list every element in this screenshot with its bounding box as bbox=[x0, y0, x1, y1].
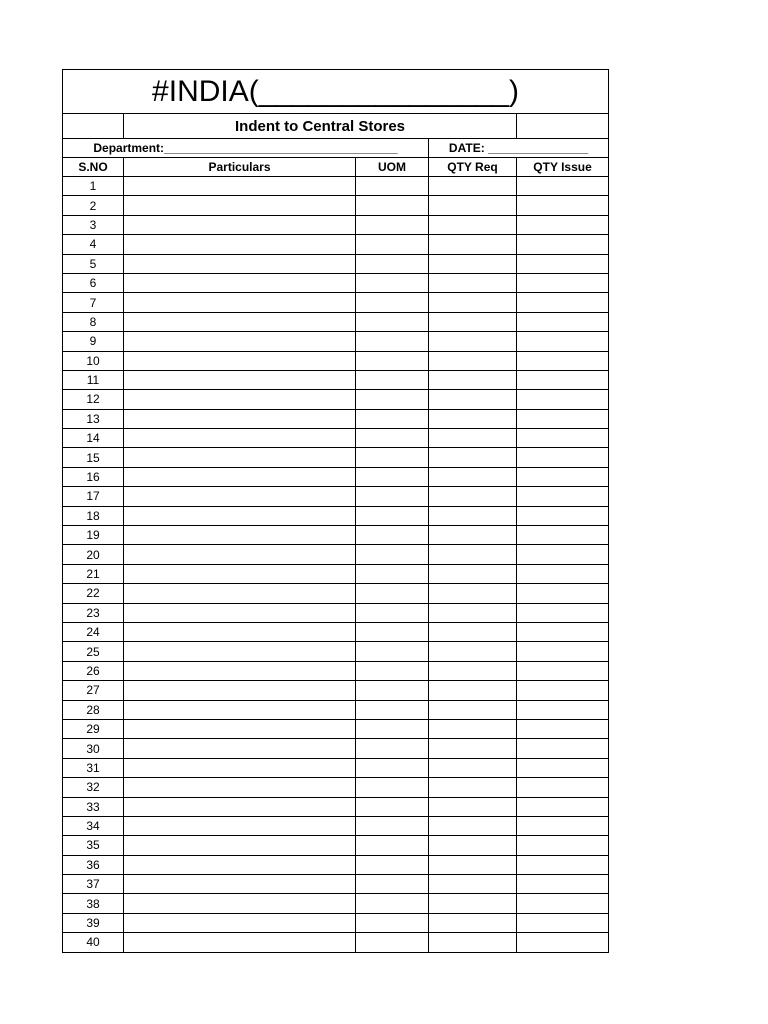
row-particulars-cell[interactable] bbox=[124, 409, 356, 428]
row-sno-cell: 30 bbox=[63, 739, 124, 758]
row-uom-cell[interactable] bbox=[356, 545, 429, 564]
table-row bbox=[63, 584, 609, 603]
row-sno-cell: 29 bbox=[63, 719, 124, 738]
table-row bbox=[63, 564, 609, 583]
table-row bbox=[63, 836, 609, 855]
row-uom-cell[interactable] bbox=[356, 506, 429, 525]
row-uom-cell[interactable] bbox=[356, 622, 429, 641]
row-qty-req-cell[interactable] bbox=[429, 254, 517, 273]
row-particulars-cell[interactable] bbox=[124, 273, 356, 292]
row-qty-issue-cell[interactable] bbox=[517, 487, 609, 506]
subtitle-right-cell bbox=[517, 114, 609, 139]
row-qty-issue-cell[interactable] bbox=[517, 390, 609, 409]
table-row bbox=[63, 312, 609, 331]
row-sno-cell: 13 bbox=[63, 409, 124, 428]
row-uom-cell[interactable] bbox=[356, 448, 429, 467]
row-qty-issue-cell[interactable] bbox=[517, 700, 609, 719]
row-uom-cell[interactable] bbox=[356, 293, 429, 312]
row-particulars-cell[interactable] bbox=[124, 526, 356, 545]
table-row bbox=[63, 603, 609, 622]
row-qty-issue-cell[interactable] bbox=[517, 855, 609, 874]
row-particulars-cell[interactable] bbox=[124, 913, 356, 932]
title-row bbox=[63, 70, 609, 114]
row-qty-issue-cell[interactable] bbox=[517, 681, 609, 700]
row-particulars-cell[interactable] bbox=[124, 487, 356, 506]
table-row bbox=[63, 622, 609, 641]
row-uom-cell[interactable] bbox=[356, 235, 429, 254]
row-qty-req-cell[interactable] bbox=[429, 836, 517, 855]
row-qty-req-cell[interactable] bbox=[429, 661, 517, 680]
row-qty-issue-cell[interactable] bbox=[517, 293, 609, 312]
row-qty-issue-cell[interactable] bbox=[517, 312, 609, 331]
row-qty-issue-cell[interactable] bbox=[517, 719, 609, 738]
row-particulars-cell[interactable] bbox=[124, 933, 356, 952]
row-qty-issue-cell[interactable] bbox=[517, 448, 609, 467]
row-uom-cell[interactable] bbox=[356, 564, 429, 583]
row-particulars-cell[interactable] bbox=[124, 390, 356, 409]
row-particulars-cell[interactable] bbox=[124, 177, 356, 196]
table-row bbox=[63, 370, 609, 389]
row-uom-cell[interactable] bbox=[356, 913, 429, 932]
row-qty-req-cell[interactable] bbox=[429, 700, 517, 719]
row-qty-req-cell[interactable] bbox=[429, 797, 517, 816]
table-row bbox=[63, 778, 609, 797]
row-uom-cell[interactable] bbox=[356, 312, 429, 331]
table-row bbox=[63, 661, 609, 680]
table-row bbox=[63, 816, 609, 835]
row-particulars-cell[interactable] bbox=[124, 816, 356, 835]
row-uom-cell[interactable] bbox=[356, 526, 429, 545]
row-uom-cell[interactable] bbox=[356, 487, 429, 506]
row-particulars-cell[interactable] bbox=[124, 642, 356, 661]
row-uom-cell[interactable] bbox=[356, 836, 429, 855]
table-row bbox=[63, 681, 609, 700]
row-uom-cell[interactable] bbox=[356, 875, 429, 894]
row-particulars-cell[interactable] bbox=[124, 312, 356, 331]
table-row bbox=[63, 448, 609, 467]
row-qty-issue-cell[interactable] bbox=[517, 254, 609, 273]
row-qty-issue-cell[interactable] bbox=[517, 816, 609, 835]
row-qty-issue-cell[interactable] bbox=[517, 739, 609, 758]
row-qty-req-cell[interactable] bbox=[429, 584, 517, 603]
row-particulars-cell[interactable] bbox=[124, 603, 356, 622]
row-particulars-cell[interactable] bbox=[124, 681, 356, 700]
row-particulars-cell[interactable] bbox=[124, 875, 356, 894]
row-particulars-cell[interactable] bbox=[124, 739, 356, 758]
row-qty-issue-cell[interactable] bbox=[517, 875, 609, 894]
row-uom-cell[interactable] bbox=[356, 196, 429, 215]
row-qty-req-cell[interactable] bbox=[429, 235, 517, 254]
table-row bbox=[63, 719, 609, 738]
row-qty-req-cell[interactable] bbox=[429, 506, 517, 525]
row-qty-req-cell[interactable] bbox=[429, 351, 517, 370]
row-sno-cell: 10 bbox=[63, 351, 124, 370]
row-qty-req-cell[interactable] bbox=[429, 875, 517, 894]
row-uom-cell[interactable] bbox=[356, 254, 429, 273]
row-uom-cell[interactable] bbox=[356, 273, 429, 292]
table-row bbox=[63, 409, 609, 428]
row-particulars-cell[interactable] bbox=[124, 778, 356, 797]
table-row bbox=[63, 545, 609, 564]
row-particulars-cell[interactable] bbox=[124, 855, 356, 874]
row-qty-req-cell[interactable] bbox=[429, 196, 517, 215]
table-row bbox=[63, 254, 609, 273]
table-row bbox=[63, 273, 609, 292]
table-row bbox=[63, 933, 609, 952]
row-qty-issue-cell[interactable] bbox=[517, 758, 609, 777]
row-sno-cell: 28 bbox=[63, 700, 124, 719]
row-qty-issue-cell[interactable] bbox=[517, 409, 609, 428]
row-sno-cell: 12 bbox=[63, 390, 124, 409]
row-sno-cell: 32 bbox=[63, 778, 124, 797]
row-sno-cell: 1 bbox=[63, 177, 124, 196]
row-uom-cell[interactable] bbox=[356, 816, 429, 835]
row-uom-cell[interactable] bbox=[356, 429, 429, 448]
row-sno-cell: 5 bbox=[63, 254, 124, 273]
row-uom-cell[interactable] bbox=[356, 719, 429, 738]
row-qty-issue-cell[interactable] bbox=[517, 196, 609, 215]
row-qty-req-cell[interactable] bbox=[429, 332, 517, 351]
row-uom-cell[interactable] bbox=[356, 390, 429, 409]
row-uom-cell[interactable] bbox=[356, 661, 429, 680]
row-qty-req-cell[interactable] bbox=[429, 177, 517, 196]
row-uom-cell[interactable] bbox=[356, 855, 429, 874]
column-header-qty-req: QTY Req bbox=[429, 158, 517, 177]
row-qty-issue-cell[interactable] bbox=[517, 584, 609, 603]
row-uom-cell[interactable] bbox=[356, 215, 429, 234]
row-qty-req-cell[interactable] bbox=[429, 409, 517, 428]
row-sno-cell: 14 bbox=[63, 429, 124, 448]
row-sno-cell: 8 bbox=[63, 312, 124, 331]
row-sno-cell: 16 bbox=[63, 467, 124, 486]
table-row bbox=[63, 506, 609, 525]
meta-row bbox=[63, 139, 609, 158]
row-qty-req-cell[interactable] bbox=[429, 564, 517, 583]
row-qty-req-cell[interactable] bbox=[429, 390, 517, 409]
row-qty-req-cell[interactable] bbox=[429, 448, 517, 467]
table-row bbox=[63, 758, 609, 777]
row-qty-req-cell[interactable] bbox=[429, 758, 517, 777]
row-uom-cell[interactable] bbox=[356, 797, 429, 816]
row-qty-req-cell[interactable] bbox=[429, 894, 517, 913]
row-qty-issue-cell[interactable] bbox=[517, 351, 609, 370]
row-sno-cell: 20 bbox=[63, 545, 124, 564]
row-uom-cell[interactable] bbox=[356, 370, 429, 389]
row-uom-cell[interactable] bbox=[356, 758, 429, 777]
row-uom-cell[interactable] bbox=[356, 332, 429, 351]
row-uom-cell[interactable] bbox=[356, 642, 429, 661]
row-uom-cell[interactable] bbox=[356, 894, 429, 913]
row-particulars-cell[interactable] bbox=[124, 700, 356, 719]
row-qty-req-cell[interactable] bbox=[429, 293, 517, 312]
column-header-row bbox=[63, 158, 609, 177]
row-qty-issue-cell[interactable] bbox=[517, 913, 609, 932]
row-uom-cell[interactable] bbox=[356, 778, 429, 797]
table-row bbox=[63, 700, 609, 719]
table-row bbox=[63, 797, 609, 816]
row-sno-cell: 21 bbox=[63, 564, 124, 583]
row-qty-issue-cell[interactable] bbox=[517, 273, 609, 292]
row-qty-req-cell[interactable] bbox=[429, 855, 517, 874]
row-particulars-cell[interactable] bbox=[124, 564, 356, 583]
column-header-sno: S.NO bbox=[63, 158, 124, 177]
column-header-uom: UOM bbox=[356, 158, 429, 177]
row-qty-req-cell[interactable] bbox=[429, 933, 517, 952]
row-qty-issue-cell[interactable] bbox=[517, 429, 609, 448]
row-particulars-cell[interactable] bbox=[124, 661, 356, 680]
column-header-particulars: Particulars bbox=[124, 158, 356, 177]
row-sno-cell: 18 bbox=[63, 506, 124, 525]
row-particulars-cell[interactable] bbox=[124, 545, 356, 564]
table-row bbox=[63, 332, 609, 351]
row-qty-issue-cell[interactable] bbox=[517, 894, 609, 913]
row-sno-cell: 33 bbox=[63, 797, 124, 816]
row-qty-issue-cell[interactable] bbox=[517, 332, 609, 351]
row-sno-cell: 26 bbox=[63, 661, 124, 680]
row-uom-cell[interactable] bbox=[356, 700, 429, 719]
row-particulars-cell[interactable] bbox=[124, 254, 356, 273]
row-uom-cell[interactable] bbox=[356, 177, 429, 196]
subtitle-row bbox=[63, 114, 609, 139]
row-qty-issue-cell[interactable] bbox=[517, 836, 609, 855]
row-qty-req-cell[interactable] bbox=[429, 370, 517, 389]
row-particulars-cell[interactable] bbox=[124, 758, 356, 777]
row-qty-issue-cell[interactable] bbox=[517, 177, 609, 196]
row-qty-issue-cell[interactable] bbox=[517, 235, 609, 254]
row-uom-cell[interactable] bbox=[356, 467, 429, 486]
row-sno-cell: 38 bbox=[63, 894, 124, 913]
row-uom-cell[interactable] bbox=[356, 739, 429, 758]
row-qty-issue-cell[interactable] bbox=[517, 370, 609, 389]
row-particulars-cell[interactable] bbox=[124, 836, 356, 855]
row-uom-cell[interactable] bbox=[356, 351, 429, 370]
form-title: #INDIA(_______________) bbox=[63, 70, 609, 114]
row-qty-req-cell[interactable] bbox=[429, 273, 517, 292]
row-sno-cell: 40 bbox=[63, 933, 124, 952]
row-particulars-cell[interactable] bbox=[124, 448, 356, 467]
row-qty-req-cell[interactable] bbox=[429, 603, 517, 622]
row-uom-cell[interactable] bbox=[356, 603, 429, 622]
table-row bbox=[63, 429, 609, 448]
row-particulars-cell[interactable] bbox=[124, 467, 356, 486]
row-sno-cell: 25 bbox=[63, 642, 124, 661]
row-sno-cell: 39 bbox=[63, 913, 124, 932]
indent-form-table bbox=[62, 69, 609, 953]
row-uom-cell[interactable] bbox=[356, 681, 429, 700]
row-qty-req-cell[interactable] bbox=[429, 487, 517, 506]
table-row bbox=[63, 196, 609, 215]
row-sno-cell: 35 bbox=[63, 836, 124, 855]
table-row bbox=[63, 487, 609, 506]
row-qty-req-cell[interactable] bbox=[429, 622, 517, 641]
row-particulars-cell[interactable] bbox=[124, 235, 356, 254]
table-row bbox=[63, 913, 609, 932]
row-sno-cell: 37 bbox=[63, 875, 124, 894]
table-row bbox=[63, 855, 609, 874]
row-sno-cell: 9 bbox=[63, 332, 124, 351]
row-qty-issue-cell[interactable] bbox=[517, 661, 609, 680]
row-qty-issue-cell[interactable] bbox=[517, 622, 609, 641]
table-row bbox=[63, 293, 609, 312]
row-qty-issue-cell[interactable] bbox=[517, 545, 609, 564]
row-sno-cell: 27 bbox=[63, 681, 124, 700]
row-sno-cell: 15 bbox=[63, 448, 124, 467]
row-qty-req-cell[interactable] bbox=[429, 642, 517, 661]
row-particulars-cell[interactable] bbox=[124, 293, 356, 312]
form-subtitle: Indent to Central Stores bbox=[124, 114, 517, 139]
row-qty-issue-cell[interactable] bbox=[517, 603, 609, 622]
row-sno-cell: 11 bbox=[63, 370, 124, 389]
row-uom-cell[interactable] bbox=[356, 409, 429, 428]
row-qty-req-cell[interactable] bbox=[429, 778, 517, 797]
row-qty-issue-cell[interactable] bbox=[517, 778, 609, 797]
row-qty-req-cell[interactable] bbox=[429, 429, 517, 448]
row-particulars-cell[interactable] bbox=[124, 584, 356, 603]
table-row bbox=[63, 235, 609, 254]
row-sno-cell: 22 bbox=[63, 584, 124, 603]
row-particulars-cell[interactable] bbox=[124, 370, 356, 389]
row-particulars-cell[interactable] bbox=[124, 429, 356, 448]
row-qty-issue-cell[interactable] bbox=[517, 506, 609, 525]
subtitle-left-cell bbox=[63, 114, 124, 139]
row-qty-req-cell[interactable] bbox=[429, 215, 517, 234]
row-sno-cell: 34 bbox=[63, 816, 124, 835]
row-sno-cell: 6 bbox=[63, 273, 124, 292]
row-qty-issue-cell[interactable] bbox=[517, 526, 609, 545]
table-row bbox=[63, 875, 609, 894]
table-row bbox=[63, 351, 609, 370]
row-qty-req-cell[interactable] bbox=[429, 312, 517, 331]
row-sno-cell: 17 bbox=[63, 487, 124, 506]
table-row bbox=[63, 526, 609, 545]
row-particulars-cell[interactable] bbox=[124, 215, 356, 234]
row-particulars-cell[interactable] bbox=[124, 797, 356, 816]
row-qty-req-cell[interactable] bbox=[429, 913, 517, 932]
row-qty-req-cell[interactable] bbox=[429, 719, 517, 738]
row-qty-req-cell[interactable] bbox=[429, 681, 517, 700]
row-sno-cell: 24 bbox=[63, 622, 124, 641]
row-qty-issue-cell[interactable] bbox=[517, 564, 609, 583]
row-qty-req-cell[interactable] bbox=[429, 526, 517, 545]
row-particulars-cell[interactable] bbox=[124, 506, 356, 525]
row-particulars-cell[interactable] bbox=[124, 196, 356, 215]
department-field: Department:___________________________________ bbox=[63, 139, 429, 158]
row-sno-cell: 31 bbox=[63, 758, 124, 777]
row-qty-issue-cell[interactable] bbox=[517, 797, 609, 816]
row-sno-cell: 3 bbox=[63, 215, 124, 234]
row-qty-req-cell[interactable] bbox=[429, 816, 517, 835]
row-qty-issue-cell[interactable] bbox=[517, 642, 609, 661]
table-row bbox=[63, 739, 609, 758]
table-row bbox=[63, 642, 609, 661]
table-row bbox=[63, 215, 609, 234]
row-sno-cell: 19 bbox=[63, 526, 124, 545]
column-header-qty-issue: QTY Issue bbox=[517, 158, 609, 177]
row-uom-cell[interactable] bbox=[356, 933, 429, 952]
row-particulars-cell[interactable] bbox=[124, 332, 356, 351]
row-qty-req-cell[interactable] bbox=[429, 467, 517, 486]
row-uom-cell[interactable] bbox=[356, 584, 429, 603]
row-qty-issue-cell[interactable] bbox=[517, 467, 609, 486]
row-qty-issue-cell[interactable] bbox=[517, 933, 609, 952]
row-sno-cell: 36 bbox=[63, 855, 124, 874]
row-qty-req-cell[interactable] bbox=[429, 739, 517, 758]
table-row bbox=[63, 177, 609, 196]
table-row bbox=[63, 467, 609, 486]
row-sno-cell: 7 bbox=[63, 293, 124, 312]
row-particulars-cell[interactable] bbox=[124, 894, 356, 913]
row-particulars-cell[interactable] bbox=[124, 719, 356, 738]
row-sno-cell: 2 bbox=[63, 196, 124, 215]
table-row bbox=[63, 894, 609, 913]
row-qty-issue-cell[interactable] bbox=[517, 215, 609, 234]
row-sno-cell: 4 bbox=[63, 235, 124, 254]
row-sno-cell: 23 bbox=[63, 603, 124, 622]
row-particulars-cell[interactable] bbox=[124, 351, 356, 370]
row-particulars-cell[interactable] bbox=[124, 622, 356, 641]
row-qty-req-cell[interactable] bbox=[429, 545, 517, 564]
table-row bbox=[63, 390, 609, 409]
date-field: DATE: _______________ bbox=[429, 139, 609, 158]
